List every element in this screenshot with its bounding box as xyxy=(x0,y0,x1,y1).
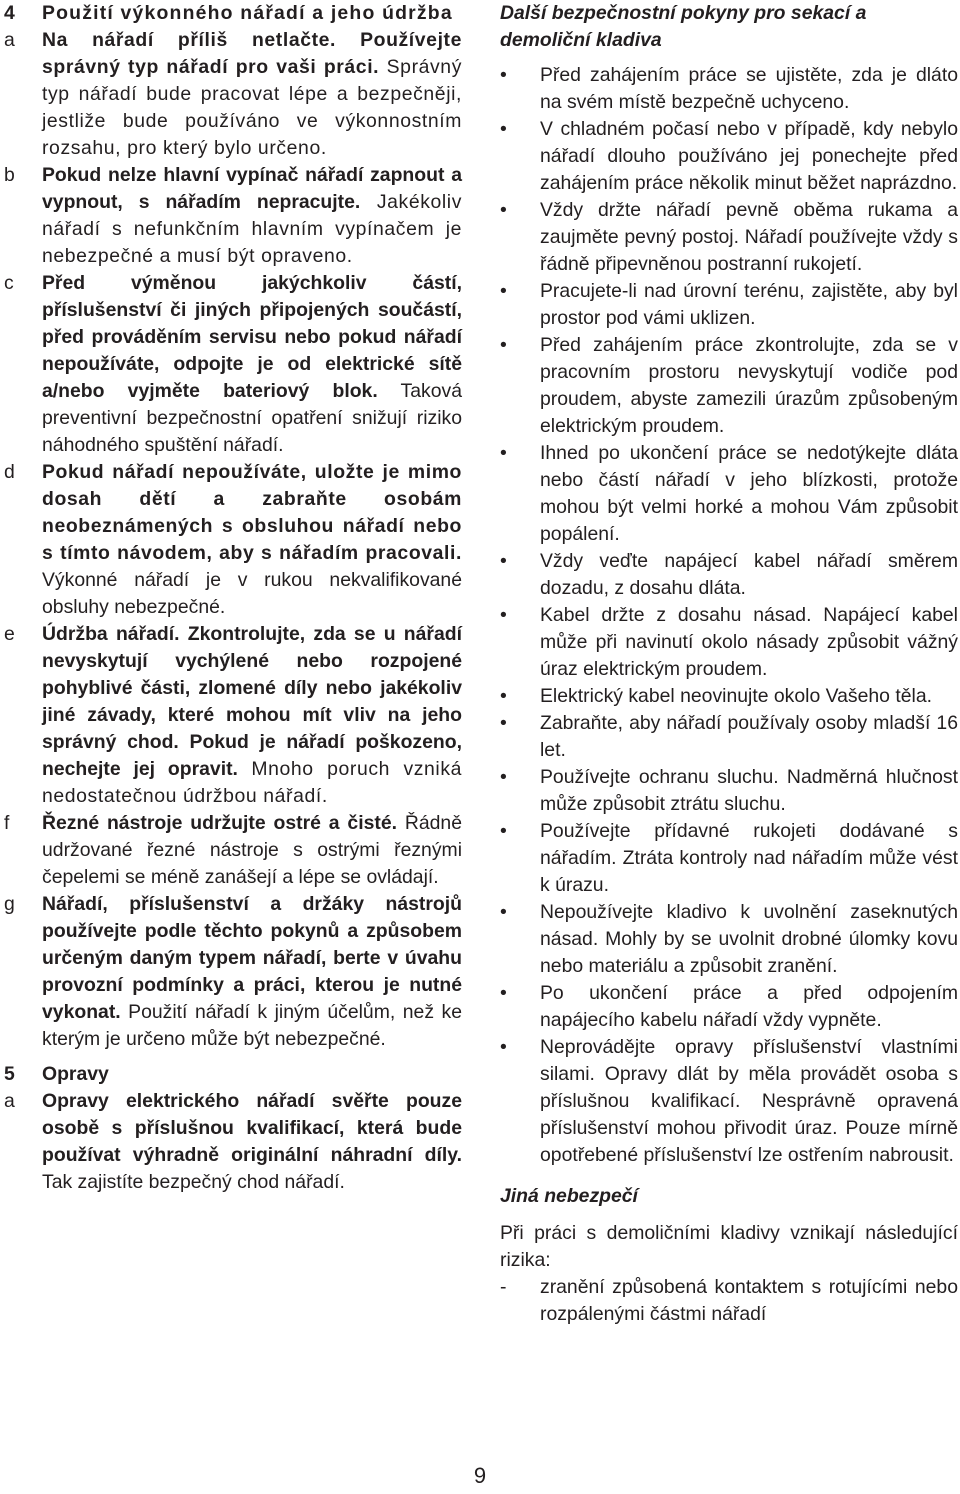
list-item xyxy=(500,980,958,1034)
item-4c xyxy=(4,270,462,459)
list-item-text: Před zahájením práce se ujistěte, zda je dláto na svém místě bezpečně uchyceno. xyxy=(540,64,958,113)
item-regular-text: Taková preventivní bezpečnostní opatření snižují riziko náhodného spuštění nářadí. xyxy=(42,380,462,456)
item-marker: a xyxy=(4,1090,15,1112)
item-regular-text: Tak zajistíte bezpečný chod nářadí. xyxy=(42,1171,345,1193)
list-item-text: Používejte přídavné rukojeti dodávané s nářadím. Ztráta kontroly nad nářadím může vést k úrazu. xyxy=(540,820,958,896)
item-regular-text: Správný typ nářadí bude pracovat lépe a bezpečněji, jestliže bude používáno ve výkonnostním rozsahu, pro který bylo určeno. xyxy=(42,56,462,159)
item-regular-text: Řádně udržované řezné nástroje s ostrými řeznými čepelemi se méně zanášejí a lépe se ovládají. xyxy=(42,812,462,888)
list-item-text: Nepoužívejte kladivo k uvolnění zaseknutých násad. Mohly by se uvolnit drobné úlomky kovu nebo materiálu a způsobit zranění. xyxy=(540,901,958,977)
section-4-heading xyxy=(4,0,462,27)
item-text xyxy=(42,162,462,270)
list-item-text: Před zahájením práce zkontrolujte, zda se v pracovním prostoru nevyskytují vodiče pod proudem, abyste zamezili úrazům způsobeným elektrickým proudem. xyxy=(540,334,958,437)
item-4a xyxy=(4,27,462,162)
bullet: • xyxy=(500,712,507,734)
item-regular-text: Použití nářadí k jiným účelům, než ke kterým je určeno může být nebezpečné. xyxy=(42,1001,462,1050)
page-number: 9 xyxy=(473,1463,487,1488)
item-text xyxy=(42,270,462,459)
item-bold-text: Před výměnou jakýchkoliv částí, příslušenství či jiných připojených součástí, před prováděním servisu nebo pokud nářadí nepoužíváte, odpojte je od elektrické sítě a/nebo vyjměte bateriový blok. xyxy=(42,272,462,402)
item-bold-text: Pokud nelze hlavní vypínač nářadí zapnout a vypnout, s nářadím nepracujte. xyxy=(42,164,462,213)
list-item-text: Používejte ochranu sluchu. Nadměrná hlučnost může způsobit ztrátu sluchu. xyxy=(540,766,958,815)
item-bold-text: Řezné nástroje udržujte ostré a čisté. xyxy=(42,812,397,834)
other-hazards-list xyxy=(500,1274,958,1328)
item-regular-text: Mnoho poruch vzniká nedostatečnou údržbou nářadí. xyxy=(42,758,463,807)
list-item xyxy=(500,764,958,818)
section-number: 4 xyxy=(4,2,15,24)
list-item-text: Kabel držte z dosahu násad. Napájecí kabel může při navinutí okolo násady způsobit vážný úraz elektrickým proudem. xyxy=(540,604,958,680)
item-5a xyxy=(4,1088,462,1196)
section-title: Opravy xyxy=(42,1063,109,1085)
item-text xyxy=(42,891,462,1053)
list-item-text: Ihned po ukončení práce se nedotýkejte dláta nebo částí nářadí v jeho blízkosti, protože mohou být velmi horké a mohou Vám způsobit popálení. xyxy=(540,442,958,545)
list-item xyxy=(500,440,958,548)
list-item-text: V chladném počasí nebo v případě, kdy nebylo nářadí dlouho používáno jej ponechejte před zahájením práce několik minut běžet naprázdno. xyxy=(540,118,958,194)
item-marker: a xyxy=(4,29,15,51)
list-item xyxy=(500,116,958,197)
item-marker: g xyxy=(4,893,15,915)
bullet: • xyxy=(500,982,507,1004)
item-text xyxy=(42,1088,462,1196)
section-5-heading xyxy=(4,1061,462,1088)
bullet: • xyxy=(500,550,507,572)
section-title: Použití výkonného nářadí a jeho údržba xyxy=(42,2,453,24)
list-item-text: Pracujete-li nad úrovní terénu, zajistěte, aby byl prostor pod vámi uklizen. xyxy=(540,280,958,329)
list-item-text: zranění způsobená kontaktem s rotujícími nebo rozpálenými částmi nářadí xyxy=(540,1276,958,1325)
list-item xyxy=(500,62,958,116)
bullet: • xyxy=(500,604,507,626)
item-bold-text: Opravy elektrického nářadí svěřte pouze osobě s příslušnou kvalifikací, která bude používat výhradně originální náhradní díly. xyxy=(42,1090,462,1166)
bullet: • xyxy=(500,685,507,707)
list-item-text: Vždy držte nářadí pevně oběma rukama a zaujměte pevný postoj. Nářadí používejte vždy s řádně připevněnou postranní rukojetí. xyxy=(540,199,958,275)
item-marker: f xyxy=(4,812,10,834)
list-item xyxy=(500,710,958,764)
list-item xyxy=(500,899,958,980)
item-bold-text: Nářadí, příslušenství a držáky nástrojů používejte podle těchto pokynů a způsobem určeným daným typem nářadí, berte v úvahu provozní podmínky a práci, kterou je nutné vykonat. xyxy=(42,893,462,1023)
bullet: • xyxy=(500,64,507,86)
bullet: • xyxy=(500,118,507,140)
item-regular-text: Výkonné nářadí je v rukou nekvalifikované obsluhy nebezpečné. xyxy=(42,569,462,618)
item-bold-text: Údržba nářadí. Zkontrolujte, zda se u nářadí nevyskytují vychýlené nebo rozpojené pohyblivé části, zlomené díly nebo jakékoliv jiné závady, které mohou mít vliv na jeho správný chod. Pokud je nářadí poškozeno, nechejte jej opravit. xyxy=(42,623,462,780)
list-item-text: Po ukončení práce a před odpojením napájecího kabelu nářadí vždy vypněte. xyxy=(540,982,958,1031)
item-marker: b xyxy=(4,164,15,186)
list-item-text: Zabraňte, aby nářadí používaly osoby mladší 16 let. xyxy=(540,712,958,761)
list-item-text: Elektrický kabel neovinujte okolo Vašeho těla. xyxy=(540,685,932,707)
chisel-safety-heading: Další bezpečnostní pokyny pro sekací a demoliční kladiva xyxy=(500,2,867,51)
bullet: • xyxy=(500,442,507,464)
item-bold-text: Pokud nářadí nepoužíváte, uložte je mimo dosah dětí a zabraňte osobám neobeznámených s obsluhou nářadí nebo s tímto návodem, aby s nářadím pracovali. xyxy=(42,461,462,564)
list-item xyxy=(500,602,958,683)
item-4g xyxy=(4,891,462,1053)
list-item xyxy=(500,548,958,602)
item-4b xyxy=(4,162,462,270)
list-item xyxy=(500,818,958,899)
item-marker: e xyxy=(4,623,15,645)
bullet: • xyxy=(500,766,507,788)
list-item-text: Neprovádějte opravy příslušenství vlastními silami. Opravy dlát by měla provádět osoba s příslušnou kvalifikací. Nesprávně opravená příslušenství mohou přivodit úraz. Pouze mírně opotřebené příslušenství lze ostřením nabrousit. xyxy=(540,1036,958,1166)
list-item xyxy=(500,1274,958,1328)
section-number: 5 xyxy=(4,1063,15,1085)
list-item xyxy=(500,1034,958,1169)
list-item xyxy=(500,332,958,440)
other-hazards-heading: Jiná nebezpečí xyxy=(500,1185,638,1207)
bullet: • xyxy=(500,280,507,302)
item-4f xyxy=(4,810,462,891)
item-4e xyxy=(4,621,462,810)
list-item xyxy=(500,197,958,278)
bullet: • xyxy=(500,901,507,923)
list-item xyxy=(500,683,958,710)
bullet: • xyxy=(500,199,507,221)
list-item xyxy=(500,278,958,332)
item-bold-text: Na nářadí příliš netlačte. Používejte správný typ nářadí pro vaši práci. xyxy=(42,29,462,78)
item-text xyxy=(42,810,462,891)
item-text xyxy=(42,459,462,621)
item-4d xyxy=(4,459,462,621)
item-text xyxy=(42,621,462,810)
bullet: • xyxy=(500,1036,507,1058)
item-text xyxy=(42,27,462,162)
bullet: • xyxy=(500,334,507,356)
item-marker: c xyxy=(4,272,14,294)
list-item-text: Vždy veďte napájecí kabel nářadí směrem dozadu, z dosahu dláta. xyxy=(540,550,958,599)
section-gap xyxy=(4,1053,462,1061)
left-column xyxy=(4,0,462,1196)
item-marker: d xyxy=(4,461,15,483)
other-hazards-intro: Při práci s demoličními kladivy vznikají následující rizika: xyxy=(500,1222,958,1271)
right-column xyxy=(500,0,958,1328)
item-regular-text: Jakékoliv nářadí s nefunkčním hlavním vypínačem je nebezpečné a musí být opraveno. xyxy=(42,191,462,267)
chisel-safety-list xyxy=(500,62,958,1169)
dash-marker: - xyxy=(500,1276,507,1298)
bullet: • xyxy=(500,820,507,842)
